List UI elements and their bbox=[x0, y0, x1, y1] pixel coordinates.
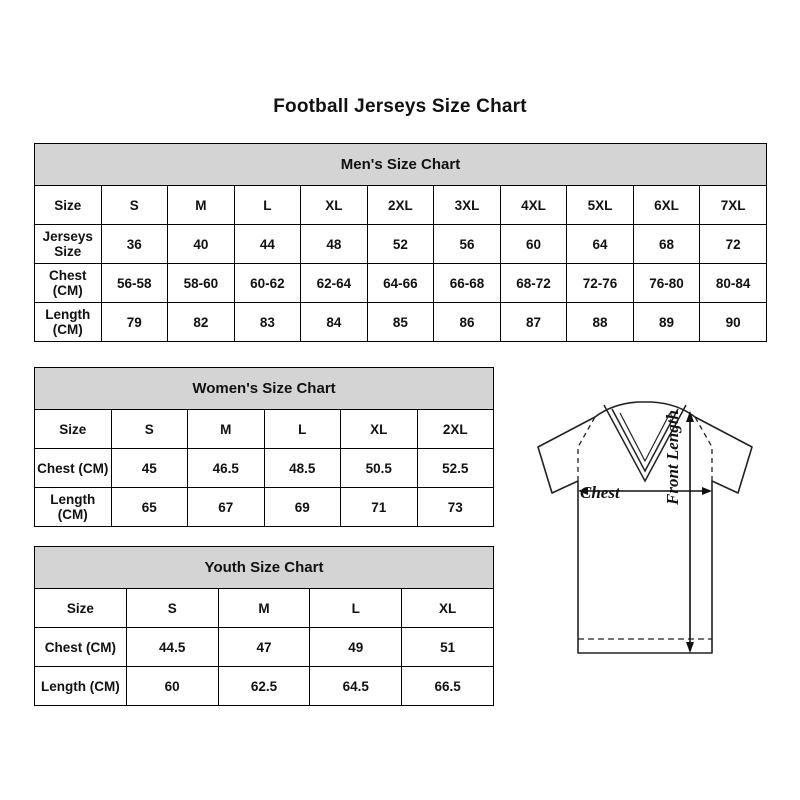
table-cell: 48.5 bbox=[264, 449, 341, 488]
table-cell: 66-68 bbox=[434, 264, 501, 303]
table-row bbox=[35, 264, 767, 303]
table-cell: 86 bbox=[434, 303, 501, 342]
table-cell: 72-76 bbox=[567, 264, 634, 303]
row-label: Chest (CM) bbox=[35, 449, 112, 488]
table-cell: 84 bbox=[301, 303, 368, 342]
table-cell: 50.5 bbox=[341, 449, 418, 488]
row-label: Length (CM) bbox=[35, 488, 112, 527]
front-length-measurement-label: Front Length bbox=[663, 410, 682, 505]
table-cell: 67 bbox=[188, 488, 265, 527]
table-cell: 45 bbox=[111, 449, 188, 488]
table-cell: 56 bbox=[434, 225, 501, 264]
table-cell: 47 bbox=[218, 628, 310, 667]
t-shirt-icon bbox=[500, 395, 790, 695]
table-cell: 49 bbox=[310, 628, 402, 667]
table-cell: L bbox=[264, 410, 341, 449]
table-cell: 64 bbox=[567, 225, 634, 264]
row-label: Size bbox=[35, 589, 127, 628]
table-row bbox=[35, 589, 494, 628]
table-row bbox=[35, 449, 494, 488]
table-row bbox=[35, 667, 494, 706]
table-cell: 2XL bbox=[367, 186, 434, 225]
table-cell: 51 bbox=[402, 628, 494, 667]
table-cell: 62-64 bbox=[301, 264, 368, 303]
table-cell: 56-58 bbox=[101, 264, 168, 303]
table-cell: 64-66 bbox=[367, 264, 434, 303]
mens-size-table bbox=[34, 143, 767, 342]
row-label: Size bbox=[35, 410, 112, 449]
table-cell: 60 bbox=[500, 225, 567, 264]
t-shirt-measurement-diagram bbox=[500, 395, 790, 695]
table-cell: 36 bbox=[101, 225, 168, 264]
mens-table-header: Men's Size Chart bbox=[35, 144, 767, 186]
row-label: Length (CM) bbox=[35, 667, 127, 706]
table-cell: 79 bbox=[101, 303, 168, 342]
table-cell: 7XL bbox=[700, 186, 767, 225]
page-title: Football Jerseys Size Chart bbox=[273, 96, 527, 117]
table-cell: 89 bbox=[633, 303, 700, 342]
table-cell: 90 bbox=[700, 303, 767, 342]
table-cell: S bbox=[111, 410, 188, 449]
table-cell: 71 bbox=[341, 488, 418, 527]
table-row bbox=[35, 628, 494, 667]
row-label: Chest (CM) bbox=[35, 628, 127, 667]
table-cell: 44 bbox=[234, 225, 301, 264]
table-cell: 85 bbox=[367, 303, 434, 342]
table-cell: 48 bbox=[301, 225, 368, 264]
womens-table-header: Women's Size Chart bbox=[35, 368, 494, 410]
table-cell: L bbox=[234, 186, 301, 225]
table-cell: 52.5 bbox=[417, 449, 494, 488]
youth-table-header: Youth Size Chart bbox=[35, 547, 494, 589]
table-cell: 68-72 bbox=[500, 264, 567, 303]
table-row bbox=[35, 186, 767, 225]
table-cell: 60-62 bbox=[234, 264, 301, 303]
table-cell: 58-60 bbox=[168, 264, 235, 303]
table-cell: 46.5 bbox=[188, 449, 265, 488]
table-cell: 3XL bbox=[434, 186, 501, 225]
table-cell: M bbox=[188, 410, 265, 449]
table-cell: XL bbox=[402, 589, 494, 628]
table-cell: 83 bbox=[234, 303, 301, 342]
table-cell: S bbox=[101, 186, 168, 225]
table-cell: XL bbox=[341, 410, 418, 449]
table-cell: 73 bbox=[417, 488, 494, 527]
table-cell: 82 bbox=[168, 303, 235, 342]
table-header-row bbox=[35, 144, 767, 186]
table-cell: 76-80 bbox=[633, 264, 700, 303]
chest-measurement-label: Chest bbox=[580, 483, 620, 502]
womens-size-table bbox=[34, 367, 494, 527]
table-header-row bbox=[35, 368, 494, 410]
row-label: Jerseys Size bbox=[35, 225, 102, 264]
table-cell: 60 bbox=[126, 667, 218, 706]
table-cell: 88 bbox=[567, 303, 634, 342]
table-row bbox=[35, 225, 767, 264]
table-cell: 52 bbox=[367, 225, 434, 264]
row-label: Length (CM) bbox=[35, 303, 102, 342]
table-cell: L bbox=[310, 589, 402, 628]
table-cell: 2XL bbox=[417, 410, 494, 449]
table-cell: 4XL bbox=[500, 186, 567, 225]
row-label: Chest (CM) bbox=[35, 264, 102, 303]
table-cell: 80-84 bbox=[700, 264, 767, 303]
table-cell: 68 bbox=[633, 225, 700, 264]
table-row bbox=[35, 410, 494, 449]
table-cell: 40 bbox=[168, 225, 235, 264]
table-cell: M bbox=[168, 186, 235, 225]
table-cell: 6XL bbox=[633, 186, 700, 225]
table-row bbox=[35, 488, 494, 527]
table-cell: XL bbox=[301, 186, 368, 225]
table-row bbox=[35, 303, 767, 342]
table-cell: 5XL bbox=[567, 186, 634, 225]
table-cell: 87 bbox=[500, 303, 567, 342]
table-cell: M bbox=[218, 589, 310, 628]
youth-size-table bbox=[34, 546, 494, 706]
table-cell: 69 bbox=[264, 488, 341, 527]
table-cell: 72 bbox=[700, 225, 767, 264]
row-label: Size bbox=[35, 186, 102, 225]
table-cell: 62.5 bbox=[218, 667, 310, 706]
table-cell: 65 bbox=[111, 488, 188, 527]
table-cell: 64.5 bbox=[310, 667, 402, 706]
table-cell: 66.5 bbox=[402, 667, 494, 706]
table-header-row bbox=[35, 547, 494, 589]
table-cell: S bbox=[126, 589, 218, 628]
table-cell: 44.5 bbox=[126, 628, 218, 667]
